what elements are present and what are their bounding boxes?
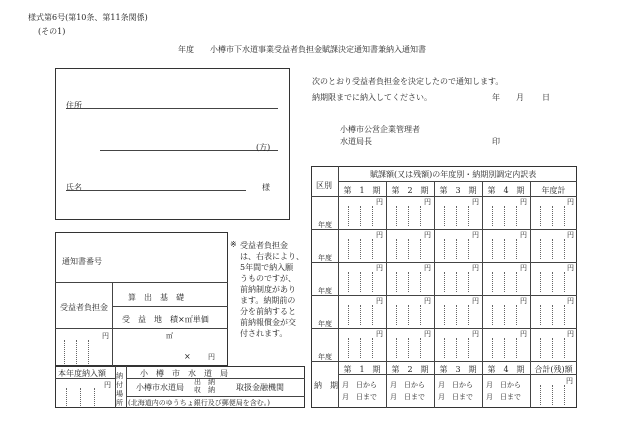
care-of: (方) <box>256 143 271 152</box>
payment-place-note: (北海道内のゆうちょ銀行及び郵便局を含む。) <box>128 399 270 407</box>
cell-dots <box>468 206 469 226</box>
year-cell-yen: 円 <box>376 330 383 338</box>
total-yen-unit: 円 <box>566 377 573 385</box>
payment-place-3b: 収 納 <box>194 386 215 394</box>
cell-dots <box>444 305 445 325</box>
sqm-unit: ㎡ <box>166 332 173 340</box>
due-to: 月 日まで <box>438 393 473 401</box>
total-label: 合計(残)額 <box>534 365 573 374</box>
year-cell-yen: 円 <box>424 264 431 272</box>
payment-place-label: 納付場所 <box>116 372 123 407</box>
cell-dots <box>492 206 493 226</box>
date-month: 月 <box>516 93 524 102</box>
breakdown-header-line <box>338 181 577 182</box>
cell-dots <box>516 305 517 325</box>
cell-dots <box>444 272 445 292</box>
year-row-line <box>311 295 577 296</box>
address-line <box>66 108 278 109</box>
period-header: 第 3 期 <box>439 186 477 195</box>
due-period-header: 第 1 期 <box>343 365 381 374</box>
year-row-line <box>311 262 577 263</box>
year-cell-yen: 円 <box>520 330 527 338</box>
cell-dots <box>348 338 349 358</box>
cell-dots <box>468 239 469 259</box>
breakdown-col-line <box>482 181 483 362</box>
cell-dots <box>552 239 553 259</box>
cell-dots <box>468 338 469 358</box>
cell-dots <box>372 338 373 358</box>
cell-dots <box>504 206 505 226</box>
calc-basis-label: 算 出 基 礎 <box>128 293 184 302</box>
form-number: 様式第6号(第10条、第11条関係) <box>28 13 148 22</box>
remark-text <box>240 240 304 339</box>
year-cell-yen: 円 <box>567 198 574 206</box>
cell-dots <box>492 239 493 259</box>
due-to: 月 日まで <box>486 393 521 401</box>
due-from: 月 日から <box>438 381 473 389</box>
cell-dots <box>492 338 493 358</box>
left-col-divider <box>112 282 113 328</box>
paid-dots-1 <box>66 388 67 406</box>
cell-dots <box>516 338 517 358</box>
due-from: 月 日から <box>342 381 377 389</box>
amount-dots-3 <box>88 340 89 364</box>
cell-dots <box>492 272 493 292</box>
seal-mark: 印 <box>492 137 500 146</box>
cell-dots <box>552 206 553 226</box>
date-day: 日 <box>542 93 550 102</box>
honorific: 様 <box>262 183 270 192</box>
cell-dots <box>408 272 409 292</box>
due-period-header: 第 4 期 <box>487 365 525 374</box>
date-year: 年 <box>492 93 500 102</box>
cell-dots <box>492 305 493 325</box>
total-dots <box>552 385 553 405</box>
cell-dots <box>360 272 361 292</box>
payment-row-divider-2 <box>126 396 305 397</box>
issuer-1: 小樽市公営企業管理者 <box>340 125 420 134</box>
year-cell-yen: 円 <box>472 330 479 338</box>
remark-line: 前納報償金が交 <box>240 318 296 327</box>
cell-dots <box>372 305 373 325</box>
cell-dots <box>552 272 553 292</box>
remark-line: 付されます。 <box>240 329 288 338</box>
payment-row-divider <box>126 378 305 379</box>
title-year: 年度 <box>178 45 194 54</box>
year-row-label: 年度 <box>318 320 332 328</box>
cell-dots <box>396 305 397 325</box>
cell-dots <box>516 239 517 259</box>
cell-dots <box>456 272 457 292</box>
year-cell-yen: 円 <box>472 297 479 305</box>
left-col-divider-2 <box>112 328 113 366</box>
cell-dots <box>540 272 541 292</box>
year-cell-yen: 円 <box>567 231 574 239</box>
cell-dots <box>456 239 457 259</box>
cell-dots <box>372 272 373 292</box>
year-cell-yen: 円 <box>567 297 574 305</box>
cell-dots <box>444 239 445 259</box>
cell-dots <box>408 206 409 226</box>
year-row-line <box>311 229 577 230</box>
cell-dots <box>420 305 421 325</box>
division-label: 区別 <box>316 181 332 190</box>
document-title: 小樽市下水道事業受益者負担金賦課決定通知書兼納入通知書 <box>210 45 426 54</box>
period-header: 第 1 期 <box>343 186 381 195</box>
due-from: 月 日から <box>486 381 521 389</box>
remark-line: ます。納期前の <box>240 296 296 305</box>
cell-dots <box>516 206 517 226</box>
cell-dots <box>408 239 409 259</box>
remark-line: は、右表により、 <box>240 252 304 261</box>
due-from: 月 日から <box>390 381 425 389</box>
beneficiary-label: 受益者負担金 <box>60 303 108 312</box>
cell-dots <box>468 305 469 325</box>
cell-dots <box>396 338 397 358</box>
breakdown-col-line <box>386 181 387 362</box>
cell-dots <box>564 206 565 226</box>
breakdown-col-line <box>434 181 435 362</box>
remark-line: うものですが、 <box>240 274 296 283</box>
year-cell-yen: 円 <box>520 297 527 305</box>
remark-line: 受益者負担金 <box>240 241 288 250</box>
year-row-label: 年度 <box>318 254 332 262</box>
cell-dots <box>360 338 361 358</box>
cell-dots <box>420 338 421 358</box>
left-row-divider-3 <box>55 328 228 329</box>
remark-mark: ※ <box>230 240 237 249</box>
cell-dots <box>420 272 421 292</box>
cell-dots <box>456 305 457 325</box>
cell-dots <box>420 206 421 226</box>
cell-dots <box>564 239 565 259</box>
cell-dots <box>504 305 505 325</box>
amount-yen-unit: 円 <box>102 332 109 340</box>
cell-dots <box>564 338 565 358</box>
total-dots <box>564 385 565 405</box>
payment-place-3a: 出 納 <box>194 378 215 386</box>
amount-dots-1 <box>64 340 65 364</box>
paid-this-year-label: 本年度納入額 <box>58 369 106 378</box>
cell-dots <box>540 206 541 226</box>
cell-dots <box>420 239 421 259</box>
year-cell-yen: 円 <box>376 231 383 239</box>
payment-place-2: 小樽市水道局 <box>136 383 184 392</box>
area-label: 受 益 地 積×㎡単価 <box>122 315 209 324</box>
cell-dots <box>360 305 361 325</box>
paid-label-divider <box>55 378 115 379</box>
cell-dots <box>504 338 505 358</box>
cell-dots <box>408 338 409 358</box>
cell-dots <box>396 206 397 226</box>
year-cell-yen: 円 <box>472 198 479 206</box>
period-header: 第 4 期 <box>487 186 525 195</box>
cell-dots <box>348 206 349 226</box>
payment-col-divider-2 <box>126 366 127 408</box>
year-row-label: 年度 <box>318 287 332 295</box>
cell-dots <box>348 239 349 259</box>
year-row-label: 年度 <box>318 353 332 361</box>
paid-dots-3 <box>94 388 95 406</box>
cell-dots <box>540 305 541 325</box>
year-cell-yen: 円 <box>472 264 479 272</box>
year-cell-yen: 円 <box>472 231 479 239</box>
name-line <box>66 190 246 191</box>
year-cell-yen: 円 <box>376 297 383 305</box>
notice-line-1: 次のとおり受益者負担金を決定したので通知します。 <box>312 77 504 86</box>
form-sub: (その1) <box>38 27 66 36</box>
cell-dots <box>396 272 397 292</box>
total-dots <box>540 385 541 405</box>
year-row-line <box>311 361 577 362</box>
breakdown-header: 賦課額(又は残額)の年度別・納期別調定内訳表 <box>370 170 537 179</box>
due-period-header: 第 2 期 <box>391 365 429 374</box>
cell-dots <box>540 338 541 358</box>
year-cell-yen: 円 <box>520 231 527 239</box>
paid-yen-unit: 円 <box>104 381 111 389</box>
payment-place-4: 取扱金融機関 <box>236 383 284 392</box>
unit-price-yen: 円 <box>208 353 215 361</box>
address-line-2 <box>100 150 278 151</box>
cell-dots <box>360 239 361 259</box>
period-header: 第 2 期 <box>391 186 429 195</box>
amount-dots-2 <box>76 340 77 364</box>
year-cell-yen: 円 <box>424 297 431 305</box>
cell-dots <box>552 338 553 358</box>
due-to: 月 日まで <box>390 393 425 401</box>
cell-dots <box>360 206 361 226</box>
cell-dots <box>564 272 565 292</box>
cell-dots <box>504 272 505 292</box>
cell-dots <box>348 272 349 292</box>
remark-line: 5年間で納入願 <box>240 263 294 272</box>
cell-dots <box>396 239 397 259</box>
times-sign: × <box>184 352 191 361</box>
year-cell-yen: 円 <box>567 330 574 338</box>
cell-dots <box>552 305 553 325</box>
cell-dots <box>372 239 373 259</box>
cell-dots <box>444 338 445 358</box>
breakdown-col-line <box>530 181 531 362</box>
due-to: 月 日まで <box>342 393 377 401</box>
cell-dots <box>456 206 457 226</box>
cell-dots <box>564 305 565 325</box>
address-box <box>55 68 290 220</box>
remark-line: 前納制度があり <box>240 285 296 294</box>
issuer-2: 水道局長 <box>340 137 372 146</box>
year-cell-yen: 円 <box>520 264 527 272</box>
breakdown-head-bottom <box>311 196 577 197</box>
payment-place-1: 小 樽 市 水 道 局 <box>140 369 228 378</box>
year-cell-yen: 円 <box>567 264 574 272</box>
year-cell-yen: 円 <box>424 330 431 338</box>
cell-dots <box>408 305 409 325</box>
due-label: 納 期 <box>314 381 338 390</box>
year-cell-yen: 円 <box>424 198 431 206</box>
notice-number-label: 通知書番号 <box>62 257 102 266</box>
cell-dots <box>516 272 517 292</box>
due-period-header: 第 3 期 <box>439 365 477 374</box>
left-row-divider-2 <box>112 306 228 307</box>
year-row-label: 年度 <box>318 221 332 229</box>
cell-dots <box>504 239 505 259</box>
cell-dots <box>468 272 469 292</box>
name-label: 氏名 <box>66 183 82 192</box>
cell-dots <box>540 239 541 259</box>
cell-dots <box>348 305 349 325</box>
notice-line-2: 納期限までに納入してください。 <box>312 93 432 102</box>
left-row-divider-1 <box>55 282 228 283</box>
cell-dots <box>444 206 445 226</box>
cell-dots <box>456 338 457 358</box>
year-cell-yen: 円 <box>424 231 431 239</box>
address-label: 住所 <box>66 101 82 110</box>
remark-line: 分を前納すると <box>240 307 296 316</box>
year-cell-yen: 円 <box>520 198 527 206</box>
cell-dots <box>372 206 373 226</box>
year-cell-yen: 円 <box>376 198 383 206</box>
year-row-line <box>311 328 577 329</box>
paid-dots-2 <box>80 388 81 406</box>
year-cell-yen: 円 <box>376 264 383 272</box>
period-header: 年度計 <box>541 186 566 195</box>
